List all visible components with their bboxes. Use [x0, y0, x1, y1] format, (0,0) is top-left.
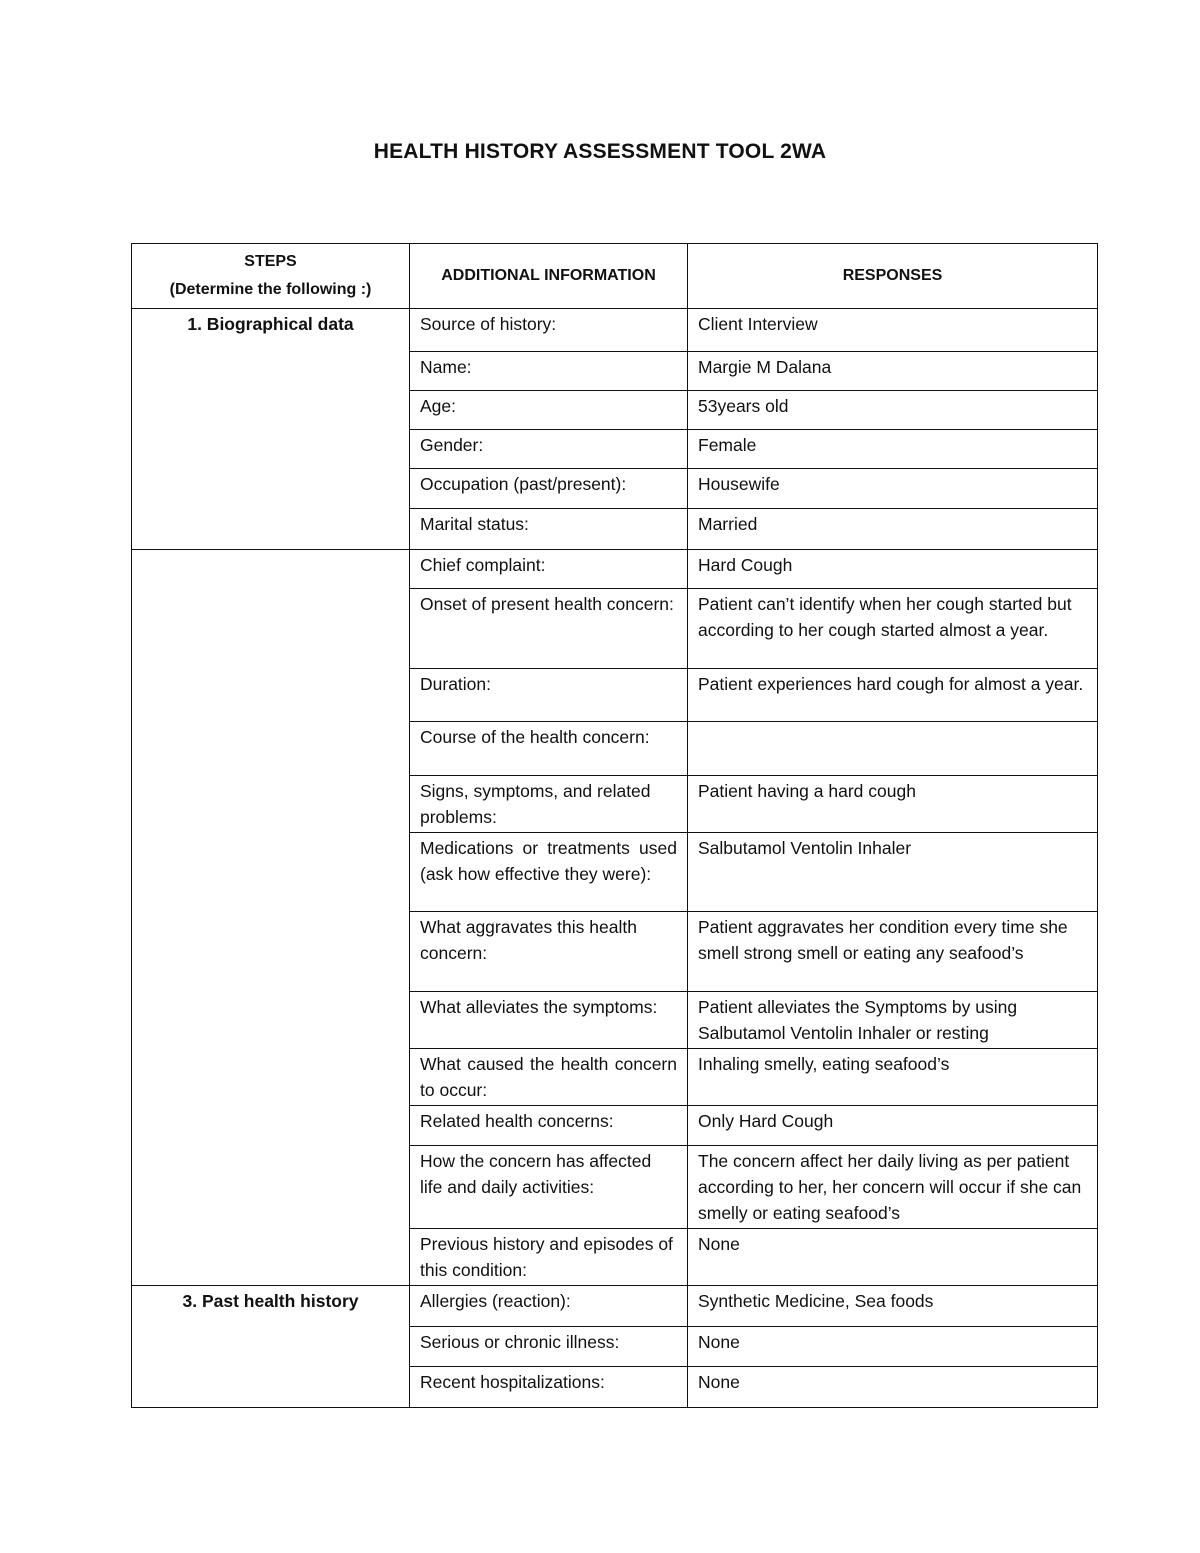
info-cell: Gender:	[410, 430, 688, 469]
response-cell: Only Hard Cough	[688, 1106, 1098, 1146]
response-cell: Inhaling smelly, eating seafood’s	[688, 1049, 1098, 1106]
info-cell: Marital status:	[410, 509, 688, 550]
response-cell	[688, 722, 1098, 776]
header-steps-title: STEPS	[244, 253, 297, 270]
table-row	[132, 550, 1098, 589]
info-cell: How the concern has affected life and daily activities:	[410, 1146, 688, 1229]
info-cell: Source of history:	[410, 309, 688, 352]
response-cell: Hard Cough	[688, 550, 1098, 589]
response-cell: Female	[688, 430, 1098, 469]
table-row	[132, 1286, 1098, 1327]
response-cell: Margie M Dalana	[688, 352, 1098, 391]
response-cell: 53years old	[688, 391, 1098, 430]
info-cell: What caused the health concern to occur:	[410, 1049, 688, 1106]
header-steps-subtitle: (Determine the following :)	[169, 281, 372, 298]
table-header-row	[132, 244, 1098, 309]
response-cell: Client Interview	[688, 309, 1098, 352]
info-cell: Age:	[410, 391, 688, 430]
info-cell: Previous history and episodes of this condition:	[410, 1229, 688, 1286]
response-cell: Synthetic Medicine, Sea foods	[688, 1286, 1098, 1327]
response-cell: Patient experiences hard cough for almost a year.	[688, 669, 1098, 722]
response-cell: None	[688, 1327, 1098, 1367]
info-cell: Course of the health concern:	[410, 722, 688, 776]
info-cell: Medications or treatments used (ask how effective they were):	[410, 833, 688, 912]
document-title: HEALTH HISTORY ASSESSMENT TOOL 2WA	[373, 140, 827, 163]
table-row	[132, 309, 1098, 352]
info-cell: Signs, symptoms, and related problems:	[410, 776, 688, 833]
header-steps	[132, 244, 410, 309]
step-history-of-present-concern	[132, 550, 410, 1286]
response-cell: Patient having a hard cough	[688, 776, 1098, 833]
info-cell: What alleviates the symptoms:	[410, 992, 688, 1049]
info-cell: Allergies (reaction):	[410, 1286, 688, 1327]
info-cell: Name:	[410, 352, 688, 391]
response-cell: Salbutamol Ventolin Inhaler	[688, 833, 1098, 912]
step-biographical-data: 1. Biographical data	[132, 309, 410, 550]
health-history-table	[131, 243, 1098, 1408]
step-past-health-history: 3. Past health history	[132, 1286, 410, 1408]
response-cell: None	[688, 1367, 1098, 1408]
info-cell: Related health concerns:	[410, 1106, 688, 1146]
header-responses: RESPONSES	[688, 244, 1098, 309]
response-cell: None	[688, 1229, 1098, 1286]
info-cell: Recent hospitalizations:	[410, 1367, 688, 1408]
response-cell: The concern affect her daily living as per patient according to her, her concern will occur if she can smelly or eating seafood’s	[688, 1146, 1098, 1229]
response-cell: Married	[688, 509, 1098, 550]
header-additional-information: ADDITIONAL INFORMATION	[410, 244, 688, 309]
info-cell: Onset of present health concern:	[410, 589, 688, 669]
response-cell: Patient can’t identify when her cough started but according to her cough started almost a year.	[688, 589, 1098, 669]
info-cell: What aggravates this health concern:	[410, 912, 688, 992]
response-cell: Patient alleviates the Symptoms by using Salbutamol Ventolin Inhaler or resting	[688, 992, 1098, 1049]
response-cell: Patient aggravates her condition every time she smell strong smell or eating any seafood’s	[688, 912, 1098, 992]
response-cell: Housewife	[688, 469, 1098, 509]
info-cell: Occupation (past/present):	[410, 469, 688, 509]
info-cell: Chief complaint:	[410, 550, 688, 589]
info-cell: Duration:	[410, 669, 688, 722]
info-cell: Serious or chronic illness:	[410, 1327, 688, 1367]
